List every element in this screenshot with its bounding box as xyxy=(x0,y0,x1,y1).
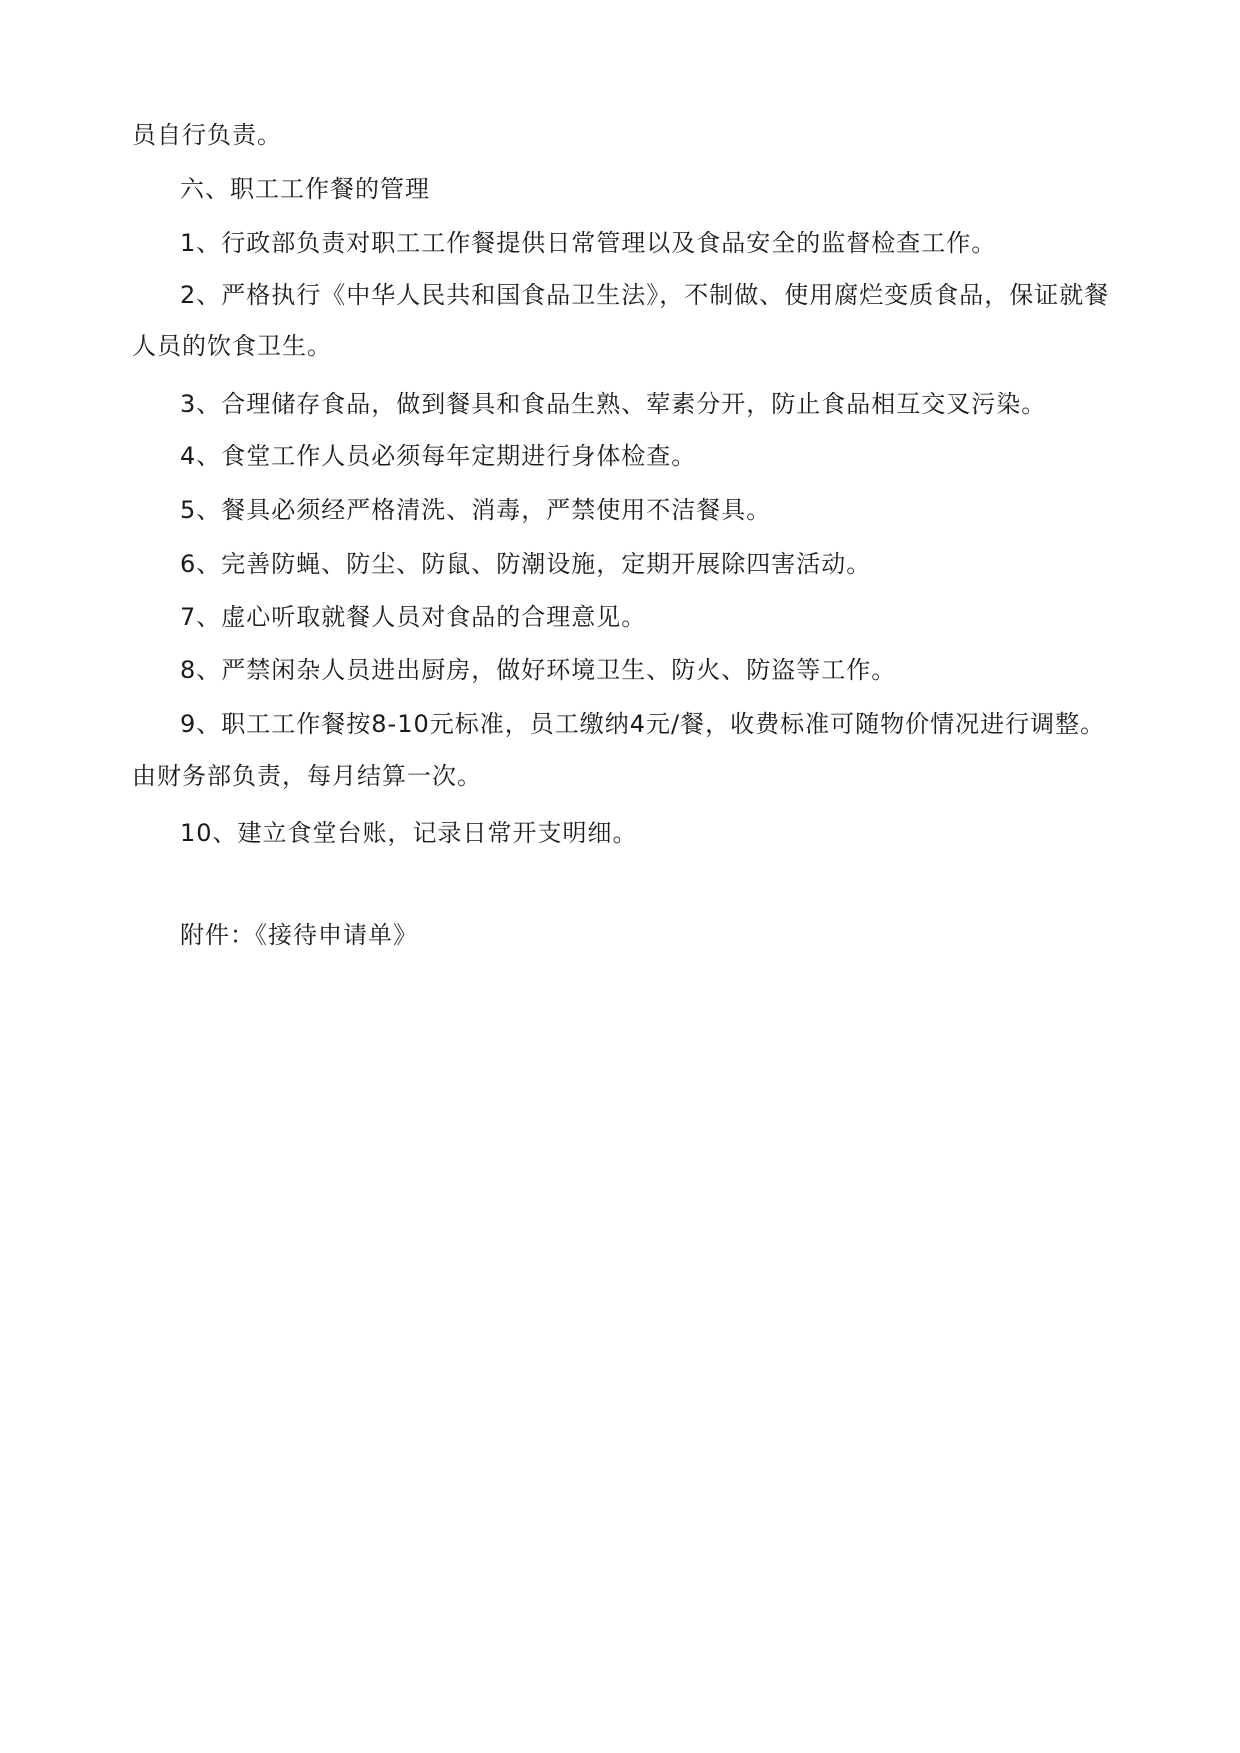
list-item-9: 9、职工工作餐按8-10元标准，员工缴纳4元/餐，收费标准可随物价情况进行调整。 xyxy=(180,710,1106,738)
section-heading: 六、职工工作餐的管理 xyxy=(180,175,430,203)
list-item-3: 3、合理储存食品，做到餐具和食品生熟、荤素分开，防止食品相互交叉污染。 xyxy=(180,390,1047,418)
list-item-5: 5、餐具必须经严格清洗、消毒，严禁使用不洁餐具。 xyxy=(180,496,772,524)
list-item-2: 2、严格执行《中华人民共和国食品卫生法》，不制做、使用腐烂变质食品，保证就餐 xyxy=(180,281,1110,309)
list-item-8: 8、严禁闲杂人员进出厨房，做好环境卫生、防火、防盗等工作。 xyxy=(180,656,897,684)
list-item-10: 10、建立食堂台账，记录日常开支明细。 xyxy=(180,819,638,847)
list-item-9-continuation: 由财务部负责，每月结算一次。 xyxy=(132,762,482,790)
continuation-text: 员自行负责。 xyxy=(132,121,282,149)
list-item-7: 7、虚心听取就餐人员对食品的合理意见。 xyxy=(180,603,647,631)
attachment-line: 附件：《接待申请单》 xyxy=(180,921,418,949)
list-item-1: 1、行政部负责对职工工作餐提供日常管理以及食品安全的监督检查工作。 xyxy=(180,229,997,257)
list-item-6: 6、完善防蝇、防尘、防鼠、防潮设施，定期开展除四害活动。 xyxy=(180,550,872,578)
list-item-2-continuation: 人员的饮食卫生。 xyxy=(132,332,332,360)
list-item-4: 4、食堂工作人员必须每年定期进行身体检查。 xyxy=(180,442,697,470)
